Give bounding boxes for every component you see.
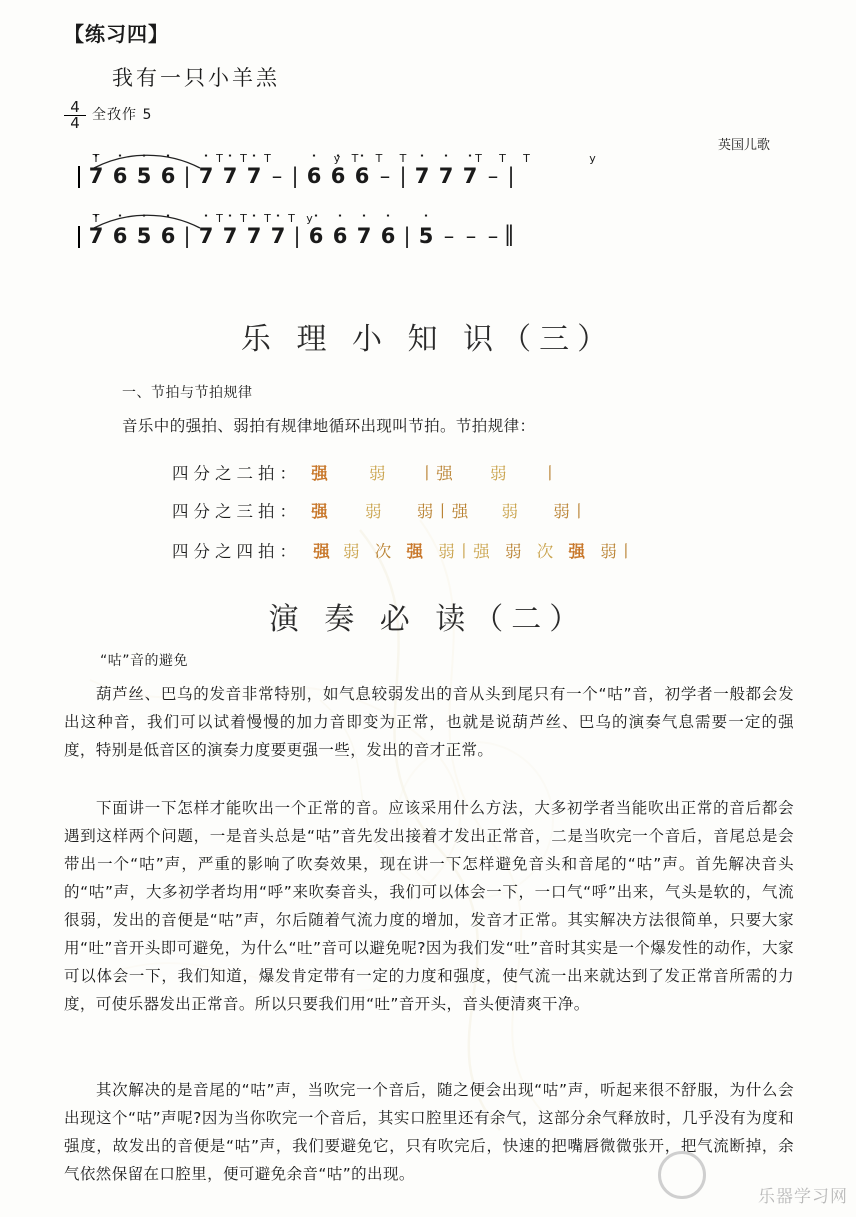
beat-cell: 弱丨强 bbox=[416, 502, 470, 521]
beat-cell: 次 bbox=[374, 542, 393, 561]
beat-cell: 弱 bbox=[365, 502, 383, 521]
beat-rule-4-4-label: 四分之四拍： bbox=[172, 542, 301, 561]
theory-section-heading: 乐 理 小 知 识（三） bbox=[240, 322, 616, 357]
beat-cell: 强 bbox=[406, 542, 424, 561]
play-paragraph-2: 下面讲一下怎样才能吹出一个正常的音。应该采用什么方法，大多初学者当能吹出正常的音后都会遇到这样两个问题，一是音头总是“咕”音先发出接着才发出正常音，二是当吹完一个音后，音尾总是会带出一个“咕”声，严重的影响了吹奏效果，现在讲一下怎样避免音头和音尾的“咕”声。首先解决音头的“咕”声，大多初学者均用“呼”来吹奏音头，我们可以体会一下，一口气“呼”出来，气头是软的，气流很弱，发出的音便是“咕”声，尔后随着气流力度的增加，发音才正常。其实解决方法很简单，只要大家用“吐”音开头即可避免，为什么“吐”音可以避免呢?因为我们发“吐”音时其实是一个爆发性的动作，大家可以体会一下，我们知道，爆发肯定带有一定的力度和强度，使气流一出来就达到了发正常音所需的力度，可使乐器发出正常音。所以只要我们用“吐”音开头，音头便清爽干净。 bbox=[64, 799, 794, 1013]
song-title: 我有一只小羊羔 bbox=[112, 66, 280, 90]
beat-cell: 弱 bbox=[501, 502, 519, 521]
beat-cell: 弱 bbox=[369, 464, 387, 483]
beat-cell: 弱 bbox=[343, 542, 361, 561]
barline-start bbox=[78, 226, 80, 248]
beat-cell: 强 bbox=[568, 542, 586, 561]
site-watermark bbox=[758, 1182, 848, 1207]
beat-rule-4-4 bbox=[172, 538, 635, 562]
notation-stave-2 bbox=[84, 212, 516, 248]
beat-cell: 强 bbox=[313, 542, 331, 561]
beat-rule-2-4 bbox=[172, 460, 559, 484]
time-signature-numerator: 4 bbox=[70, 98, 80, 116]
beat-cell: 弱 bbox=[490, 464, 508, 483]
beat-cell: 丨 bbox=[541, 464, 560, 483]
stave-1-articulation-marks: T T T T y T T T T T T y bbox=[92, 152, 596, 165]
stave-2-notes: ˙ 7 ˙ 6 ˙ 5 ˙ 6 | ˙ 7 ˙ 7 ˙ 7 ˙ 7 | ˙ 6 ˙ 6 ˙ 7 ˙ 6 | ˙ 5 – – – ‖ bbox=[84, 224, 516, 248]
key-label: 全孜作 5 bbox=[92, 107, 153, 123]
beat-cell: 强 bbox=[311, 464, 329, 483]
beat-cell: 弱 bbox=[505, 542, 523, 561]
beat-cell: 弱丨强 bbox=[438, 542, 491, 561]
watermark-ring-icon bbox=[658, 1151, 706, 1199]
theory-intro-paragraph: 音乐中的强拍、弱拍有规律地循环出现叫节拍。节拍规律： bbox=[122, 417, 536, 435]
play-sub-heading: “咕”音的避免 bbox=[100, 653, 189, 669]
stave-2-articulation-marks: T T T T T y bbox=[92, 212, 313, 225]
play-paragraph-3: 其次解决的是音尾的“咕”声，当吹完一个音后，随之便会出现“咕”声，听起来很不舒服，为什么会出现这个“咕”声呢?因为当你吹完一个音后，其实口腔里还有余气，这部分余气释放时，几乎没有为度和强度，故发出的音便是“咕”声，我们要避免它，只有吹完后，快速的把嘴唇微微张开，把气流断掉，余气依然保留在口腔里，便可避免余音“咕”的出现。 bbox=[64, 1081, 794, 1183]
time-signature bbox=[64, 100, 86, 131]
notation-stave-1 bbox=[84, 152, 596, 188]
time-signature-denominator: 4 bbox=[64, 115, 86, 131]
play-section-heading: 演 奏 必 读（二） bbox=[268, 602, 588, 637]
exercise-label: 【练习四】 bbox=[64, 22, 169, 46]
theory-sub-heading: 一、节拍与节拍规律 bbox=[122, 385, 253, 401]
beat-cell: 丨强 bbox=[418, 464, 454, 483]
beat-cell: 弱丨 bbox=[553, 502, 589, 521]
beat-cell: 强 bbox=[311, 502, 329, 521]
play-paragraph-1: 葫芦丝、巴乌的发音非常特别，如气息较弱发出的音从头到尾只有一个“咕”音，初学者一般都会发出这种音，我们可以试着慢慢的加力音即变为正常，也就是说葫芦丝、巴乌的演奏气息需要一定的强度，特别是低音区的演奏力度要更强一些，发出的音才正常。 bbox=[64, 685, 794, 759]
beat-rule-3-4-label: 四分之三拍： bbox=[172, 502, 301, 521]
beat-rule-3-4 bbox=[172, 498, 588, 522]
composer-credit: 英国儿歌 bbox=[718, 138, 771, 153]
site-watermark-text: 乐器学习网 bbox=[758, 1187, 848, 1207]
beat-rule-2-4-label: 四分之二拍： bbox=[172, 464, 301, 483]
barline-start bbox=[78, 166, 80, 188]
stave-1-notes: ˙ 7 ˙ 6 ˙ 5 ˙ 6 | ˙ 7 ˙ 7 ˙ 7 – | ˙ 6 ˙ 6 ˙ 6 – | ˙ 7 ˙ 7 ˙ 7 – | bbox=[84, 164, 518, 188]
beat-cell: 弱丨 bbox=[600, 542, 636, 561]
beat-cell: 次 bbox=[536, 542, 555, 561]
